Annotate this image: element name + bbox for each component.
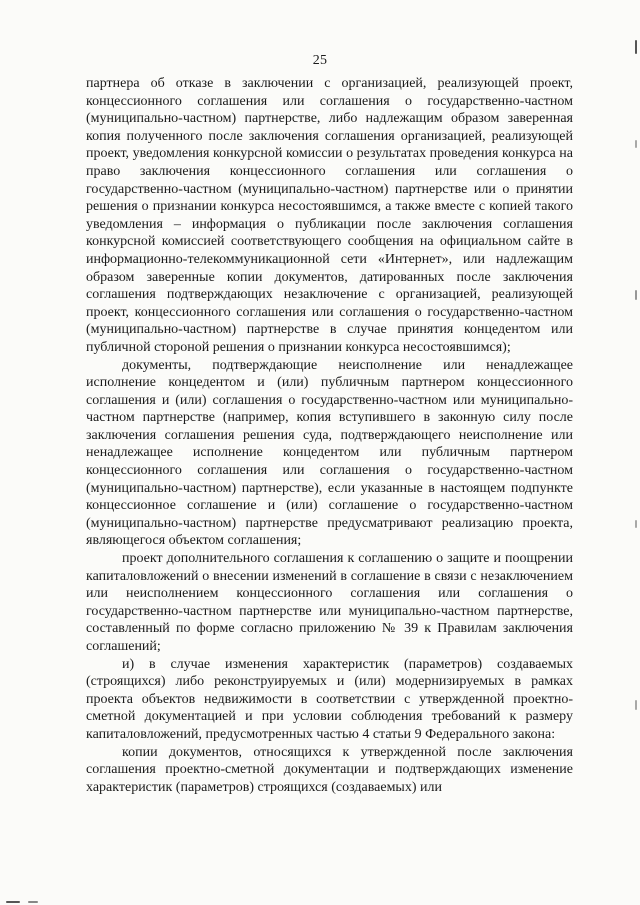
paragraph-5: копии документов, относящихся к утвержденной после заключения соглашения проектно-сметной документации и подтверждающих изменение характеристик (параметров) строящихся (создаваемых) или — [86, 744, 573, 795]
paragraph-2: документы, подтверждающие неисполнение или ненадлежащее исполнение концедентом и (или) публичным партнером концессионного соглашения и (или) соглашения о государственно-частном или муниципально-частном партнерстве (например, копия вступившего в законную силу после заключения соглашения решения суда, подтверждающего неисполнение или ненадлежащее исполнение концедентом или публичным партнером концессионного соглашения или соглашения о государственно-частном (муниципально-частном) партнерстве), если указанные в настоящем подпункте концессионное соглашение и (или) соглашение о государственно-частном (муниципально-частном) партнерстве предусматривают реализацию проекта, являющегося объектом соглашения; — [86, 357, 573, 549]
paragraph-1: партнера об отказе в заключении с организацией, реализующей проект, концессионного соглашения или соглашения о государственно-частном (муниципально-частном) партнерстве, либо надлежащим образом заверенная копия полученного после заключения соглашения организацией, реализующей проект, уведомления конкурсной комиссии о результатах проведения конкурса на право заключения концессионного соглашения или соглашения о государственно-частном (муниципально-частном) партнерстве или о принятии решения о признании конкурса несостоявшимся, а также вместе с копией такого уведомления – информация о публикации после заключения соглашения конкурсной комиссией соответствующего сообщения на официальном сайте в информационно-телекоммуникационной сети «Интернет», или надлежащим образом заверенные копии документов, датированных после заключения соглашения подтверждающих незаключение с организацией, реализующей проект, концессионного соглашения или соглашения о государственно-частном (муниципально-частном) партнерстве в случае принятия концедентом или публичной стороной решения о признании конкурса несостоявшимся); — [86, 76, 573, 355]
paragraph-3: проект дополнительного соглашения к соглашению о защите и поощрении капиталовложений о внесении изменений в соглашение в связи с незаключением или неисполнением концессионного соглашения или соглашения о государственно-частном партнерстве или муниципально-частном партнерстве, составленный по форме согласно приложению № 39 к Правилам заключения соглашений; — [86, 551, 573, 654]
scan-artifact-mark — [635, 140, 637, 148]
scan-artifact-mark — [635, 40, 637, 54]
scan-artifact-mark — [6, 901, 20, 903]
scan-artifact-mark — [635, 290, 637, 300]
scan-artifact-mark — [635, 700, 637, 710]
paragraph-4: и) в случае изменения характеристик (параметров) создаваемых (строящихся) либо реконструируемых и (или) модернизируемых в рамках проекта объектов недвижимости в соответствии с утвержденной проектно-сметной документацией и при условии соблюдения требований к размеру капиталовложений, предусмотренных частью 4 статьи 9 Федерального закона: — [86, 656, 573, 742]
page-number: 25 — [312, 53, 328, 68]
scan-artifact-mark — [635, 520, 637, 528]
document-body — [86, 75, 573, 796]
scan-artifact-mark — [28, 901, 38, 903]
